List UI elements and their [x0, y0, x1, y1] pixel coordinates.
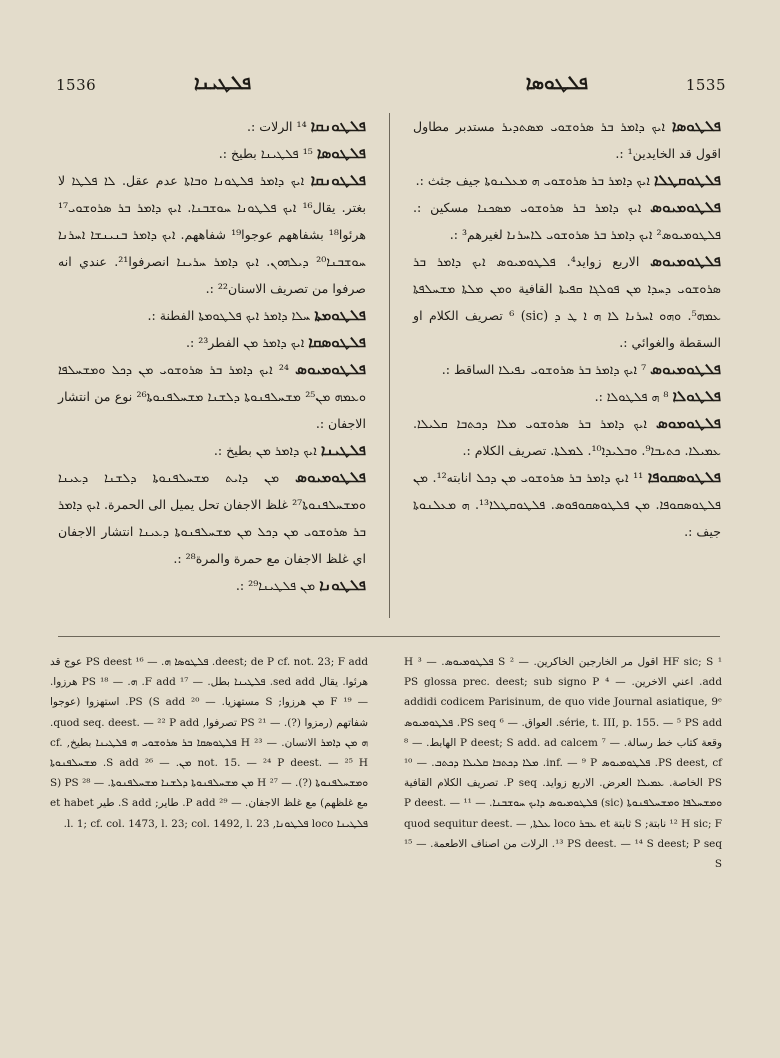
- entry-lemma: ܦܠܛܘܢܩܐ: [310, 171, 366, 189]
- entry-lemma: ܦܠܛܘܣܐ: [671, 117, 721, 135]
- entry-gloss: ¹¹ ܐܝܟ ܕܐܡܪ ܒܪ ܣܪܘܫܘܝ ܡܢ ܕܟܠ انابته¹². ܡܢ ܦܠܛܘܣܩܘܦܐ. ܡܢ ܦܠܛܘܣܩܘܦܘܣ. ܦܠܛܘܩܛܠܐ¹³. ܗ ܡܥܠܢܘܬܐ جيف :.: [413, 470, 721, 539]
- entry-lemma: ܦܠܛܘܣܐ: [316, 144, 366, 162]
- entry-gloss: ܡܢ ܦܠܛܝܢܐ²⁹ :.: [235, 578, 316, 593]
- dictionary-entry: [58, 113, 366, 140]
- entry-lemma: ܦܠܛܘܡܝܘܣ: [295, 468, 366, 486]
- footnote-block: deest; de P cf. not. 23; F add. ܦܠܛܘܣܐ ܗ. — ¹⁶ PS deest عوج قد هرئوا. يقال sed add. ܦܠܛܝܢܐ بطل. — ¹⁷ F add. ܗ. — ¹⁸ PS هرزوا. — ¹⁹ F ܡܢ هرزوا; S مستهزيا. — ²⁰ PS (S add. استهزوا (عوجوا شفاتهم (رمزوا (?). — ²¹ PS تصرفوا, quod seq. deest. — ²² P add. ܗ ܡܢ ܕܐܡܪ الانسان. — ²³ H ܦܠܛܘܣܩܐ ܒܪ ܣܪܘܫܘܝ ܗ ܦܠܛܝܢܐ بطيخ, cf. not. 15. — ²⁴ P deest. — ²⁵ H ܡܢ. — ²⁶ S add. ܡܫܚܠܦܢܘܬܐ ܘܡܫܚܠܦܢܘܬܐ (?). — ²⁷ H ܡܢ ܡܫܚܠܦܢܘܬܐ ܕܠܫܢܐ ܡܫܚܠܦܢܘܬܐ. — ²⁸ PS (S مع غلظهم) مع غلظ الاجفان. — ²⁹ P add. طاير; S add. طير et habet ܦܠܛܝܢܐ loco ܦܠܛܘܢܐ, l. 1; cf. col. 1473, l. 23; col. 1492, l. 23.: [50, 656, 369, 830]
- entry-gloss: ²⁴ ܐܝܟ ܕܐܡܪ ܒܪ ܣܪܘܫܘܝ ܡܢ ܕܟܠ ܘܡܫܚܠܦܐ ܘܥܡܗ ܡܢ²⁵ ܡܫܚܠܦܢܘܬܐ ܕܠܫܢܐ ܡܫܚܠܦܢܘܬܐ²⁶ نوع من انتشار الاجفان :.: [58, 362, 367, 431]
- running-title-right: ܦܠܛܘܣܐ: [525, 72, 588, 94]
- dictionary-entry: [58, 572, 366, 599]
- dictionary-entry: [413, 410, 721, 464]
- footnotes-left: [50, 652, 368, 834]
- entry-gloss: ⁷ ܐܝܟ ܕܐܡܪ ܒܪ ܣܪܘܫܘܝ ܢܦܝܠܐ الساقط :.: [441, 362, 647, 377]
- page-number-left: 1536: [56, 76, 97, 94]
- dictionary-entry: [413, 194, 721, 248]
- running-header: [56, 72, 726, 100]
- entry-gloss: ܐܝܟ ܕܐܡܪ ܡܢ بطيخ :.: [213, 443, 317, 458]
- dictionary-entry: [58, 464, 366, 572]
- dictionary-entry: [58, 167, 366, 302]
- dictionary-entry: [413, 464, 721, 545]
- entry-gloss: ܐܝܟ ܕܐܡܪ ܒܪ ܣܪܘܫܘܝ ܡܠܐ ܕܟܬܒܐ ܩܠܝܠܐ. ܥܡܝܠܐ. ܟܬܝܒܐ⁹. ܘܒܠܝܕܐ¹⁰. ܠܡܠܬܐ. تصريف الكلام :.: [413, 416, 721, 458]
- dictionary-entry: [413, 356, 721, 383]
- entry-gloss: ¹⁴ الرلات :.: [246, 119, 307, 134]
- right-column: [413, 113, 721, 545]
- dictionary-entry: [58, 437, 366, 464]
- entry-gloss: ⁸ ܗ ܦܠܛܘܠܐ :.: [594, 389, 669, 404]
- page-number-right: 1535: [685, 76, 726, 94]
- entry-gloss: ܐܝܟ ܕܐܡܪ ܡܢ الفطر²³ :.: [185, 335, 305, 350]
- entry-gloss: ܐܝܟ ܕܐܡܪ ܦܠܛܘܢܐ ܘܒܐܬܐ عدم عقل. ܠܐ ܦܠܛܐ لا بغتر. يقال¹⁶ ܐܝܟ ܦܠܛܘܢܐ ܚܘܫܒܢܐ. ܐܝܟ ܕܐܡܪ ܒܪ ܣܪܘܫܘܝ¹⁷ هرئوا¹⁸ بشفاههم عوجوا¹⁹ شفاههم. ܐܝܟ ܕܐܡܪ ܒܢܝܢܫܐ ܐܚܪܢܐ ܚܘܫܒܢܐ²⁰ ܕܝܠܗܘܢ. ܐܝܟ ܕܐܡܪ ܚܪܝܢܐ انصرفوا²¹. عندي انه صرفوا من تصريف الاسنان²² :.: [58, 173, 366, 296]
- entry-lemma: ܦܠܛܝܢܐ: [320, 441, 366, 459]
- footnotes-right: [404, 652, 722, 874]
- dictionary-entry: [413, 113, 721, 167]
- entry-gloss: ܐܝܟ ܕܐܡܪ ܒܪ ܣܪܘܫܘܝ ܡܣܬܕܝܪ مستدبر مطاول اقول قد الخايدين¹ :.: [413, 119, 721, 161]
- left-column: [58, 113, 366, 599]
- entry-gloss: ܐܝܟ ܕܐܡܪ ܒܪ ܣܪܘܫܘܝ ܡܣܟܢܐ مسكين :. ܦܠܛܘܡܝܘܣ² ܐܝܟ ܕܐܡܪ ܒܪ ܣܪܘܫܘܝ ܠܐܚܪܢܐ لغيرهم³ :.: [413, 200, 721, 242]
- dictionary-entry: [58, 302, 366, 329]
- entry-lemma: ܦܠܛܘܣܩܘܦܐ: [647, 468, 721, 486]
- dictionary-entry: [413, 167, 721, 194]
- running-title-left: ܦܠܛܝܢܐ: [194, 72, 252, 94]
- entry-lemma: ܦܠܛܘܢܐ: [319, 576, 366, 594]
- entry-lemma: ܦܠܛܘܣܩܐ: [308, 333, 366, 351]
- dictionary-entry: [58, 356, 366, 437]
- entry-gloss: ܚܠܐ ܕܐܡܪ ܐܝܟ ܦܠܛܘܡܬܐ الفطنة :.: [147, 308, 311, 323]
- entry-lemma: ܦܠܛܘܩܛܠܐ: [653, 171, 721, 189]
- entry-lemma: ܦܠܛܘܡܝܘܣ: [650, 360, 721, 378]
- entry-lemma: ܦܠܛܘܡܝܘܣ: [650, 198, 721, 216]
- entry-lemma: ܦܠܛܘܢܩܐ: [310, 117, 366, 135]
- entry-lemma: ܦܠܛܘܡܝܘܣ: [650, 252, 721, 270]
- dictionary-entry: [58, 140, 366, 167]
- column-separator: [389, 113, 390, 618]
- entry-lemma: ܦܠܛܘܡܬܐ: [314, 306, 366, 324]
- footnote-block: ¹ HF sic; S اقول مر الخارجين الخاكرين. — ² S ܦܠܛܘܡܝܘܣ. — ³ H add. اعني الاخرين. — ⁴ PS glossa prec. deest; sub signo P addidi codicem Parisinum, de quo vide Journal asiatique, 9ᵉ série, t. III, p. 155. — ⁵ PS add. العواق. — ⁶ PS seq. ܦܠܛܘܡܝܘܣ وقعة كتاب خط رسالة. — ⁷ P deest; S add. ad calcem الهابط. — ⁸ PS deest, cf. ܦܠܛܘܡܝܘܣ inf. — ⁹ P. ܡܠܐ ܕܟܬܒܐ ܩܠܝܠܐ ܕܟܬܒ. — ¹⁰ PS الخاصة. ܥܡܝܠܐ العرض. الاربع زوايد. P seq. تصريف الكلام القافية ܘܡܫܚܠܦܐ ܘܡܫܚܠܦܢܘܬܐ (sic) ܦܠܛܘܡܝܘܣ ܕܐܝܟ ܚܘܫܒܢܐ. — ¹¹ P deest. — ¹² H sic; F نابتة; S ثابتة et ܥܒܪ loco ܥܠܬܐ, quod sequitur deest. — ¹³ PS deest. — ¹⁴ S deest; P seq. الرلات من اصناف الاطعمة. — ¹⁵ S: [404, 656, 723, 871]
- entry-lemma: ܦܠܛܘܠܐ: [672, 387, 721, 405]
- entry-gloss: ܡܢ ܕܐܝܬ ܡܫܚܠܦܢܘܬܐ ܕܠܫܢܐ ܕܥܝܢܐ ܘܡܫܚܠܦܢܘܬܐ²⁷ غلظ الاجفان تحل يميل الى الحمرة. ܐܝܟ ܕܐܡܪ ܒܪ ܣܪܘܫܘܝ ܡܢ ܕܟܠ ܡܢ ܡܫܚܠܦܢܘܬܐ ܕܥܝܢܐ انتشار الاجفان اي غلظ الاجفان مع حمرة والمرة²⁸ :.: [58, 470, 366, 566]
- dictionary-entry: [58, 329, 366, 356]
- footnote-rule: [58, 636, 720, 637]
- entry-gloss: ¹⁵ ܦܠܛܝܢܐ بطيخ :.: [218, 146, 313, 161]
- entry-gloss: الاربع زوايد⁴. ܦܠܛܘܡܝܘܣ ܐܝܟ ܕܐܡܪ ܒܪ ܣܪܘܫܘܝ ܕܚܕܐ ܡܢ ܦܘܠܓܐ ܩܦܝܬܐ القافية ܘܡܢ ܡܠܬܐ ܡܫܚܠܦܬܐ ܥܡܗ⁵. ܘܗܘ ܐܚܪܢܐ ܠܐ ܗ ܐ ܛ ܕ (sic) ⁶ تصريف الكلام او السقطة والغوائي :.: [413, 254, 722, 350]
- entry-lemma: ܦܠܛܘܡܝܘܣ: [295, 360, 366, 378]
- dictionary-entry: [413, 248, 721, 356]
- dictionary-entry: [413, 383, 721, 410]
- entry-lemma: ܦܠܛܘܡܘܣ: [655, 414, 721, 432]
- entry-gloss: ܐܝܟ ܕܐܡܪ ܒܪ ܣܪܘܫܘܝ ܗ ܡܥܠܢܘܬܐ جيف جثث :.: [415, 173, 650, 188]
